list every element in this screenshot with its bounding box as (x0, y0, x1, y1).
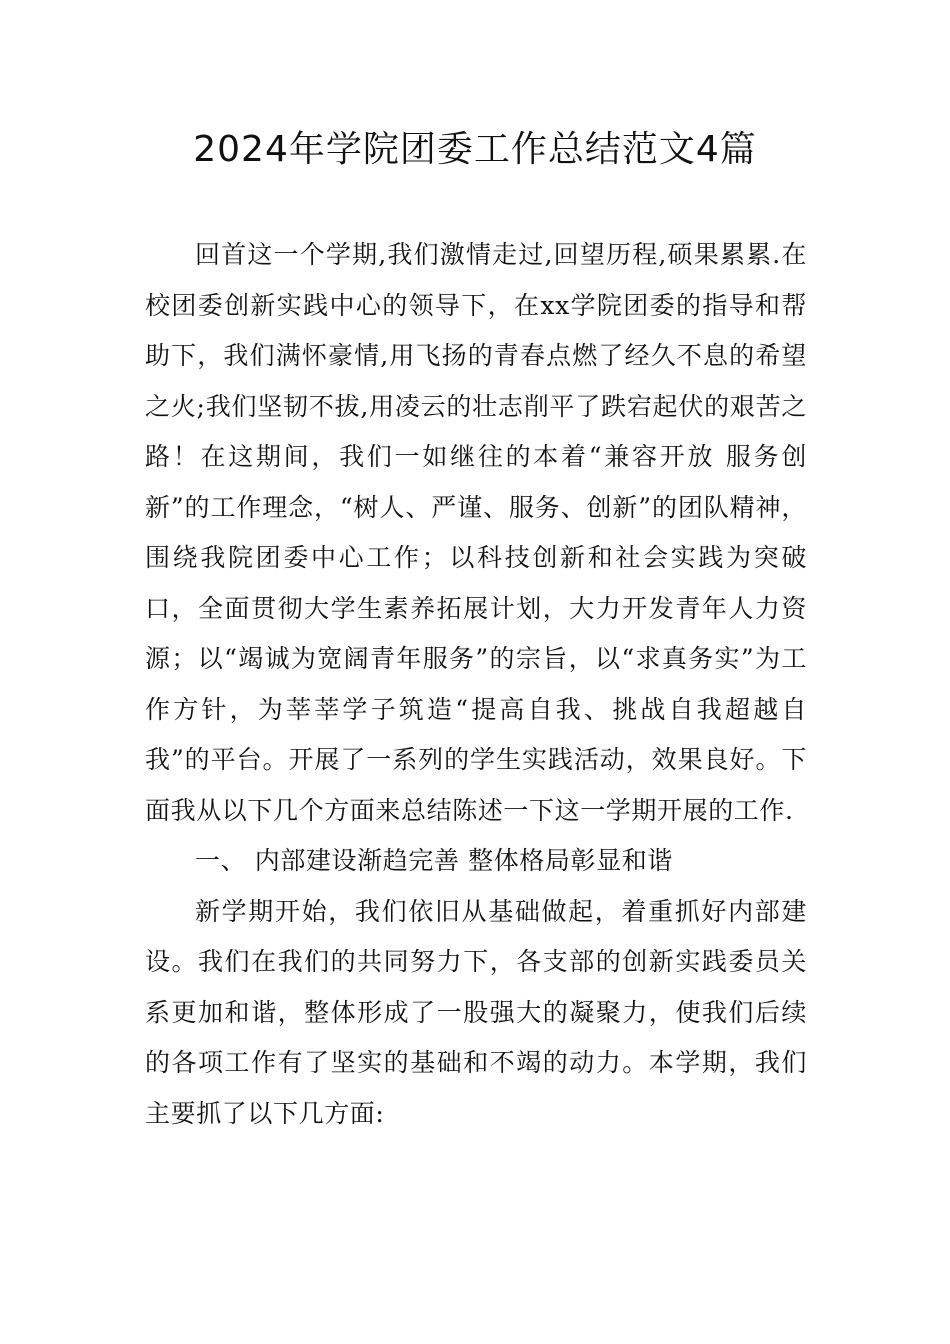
intro-paragraph: 回首这一个学期,我们激情走过,回望历程,硕果累累.在校团委创新实践中心的领导下，在xx学院团委的指导和帮助下，我们满怀豪情,用飞扬的青春点燃了经久不息的希望之火;我们坚韧不拔,用凌云的壮志削平了跌宕起伏的艰苦之路！在这期间，我们一如继往的本着“兼容开放 服务创新”的工作理念，“树人、严谨、服务、创新”的团队精神，围绕我院团委中心工作；以科技创新和社会实践为突破口，全面贯彻大学生素养拓展计划，大力开发青年人力资源；以“竭诚为宽阔青年服务”的宗旨，以“求真务实”为工作方针，为莘莘学子筑造“提高自我、挑战自我超越自我”的平台。开展了一系列的学生实践活动，效果良好。下面我从以下几个方面来总结陈述一下这一学期开展的工作. (145, 240, 807, 825)
document-title: 2024年学院团委工作总结范文4篇 (193, 129, 757, 170)
document-body (145, 230, 807, 1139)
section-heading: 一、 内部建设渐趋完善 整体格局彰显和谐 (195, 846, 673, 875)
section-paragraph: 新学期开始，我们依旧从基础做起，着重抓好内部建设。我们在我们的共同努力下，各支部的创新实践委员关系更加和谐，整体形成了一股强大的凝聚力，使我们后续的各项工作有了坚实的基础和不竭的动力。本学期，我们主要抓了以下几方面: (145, 896, 807, 1128)
